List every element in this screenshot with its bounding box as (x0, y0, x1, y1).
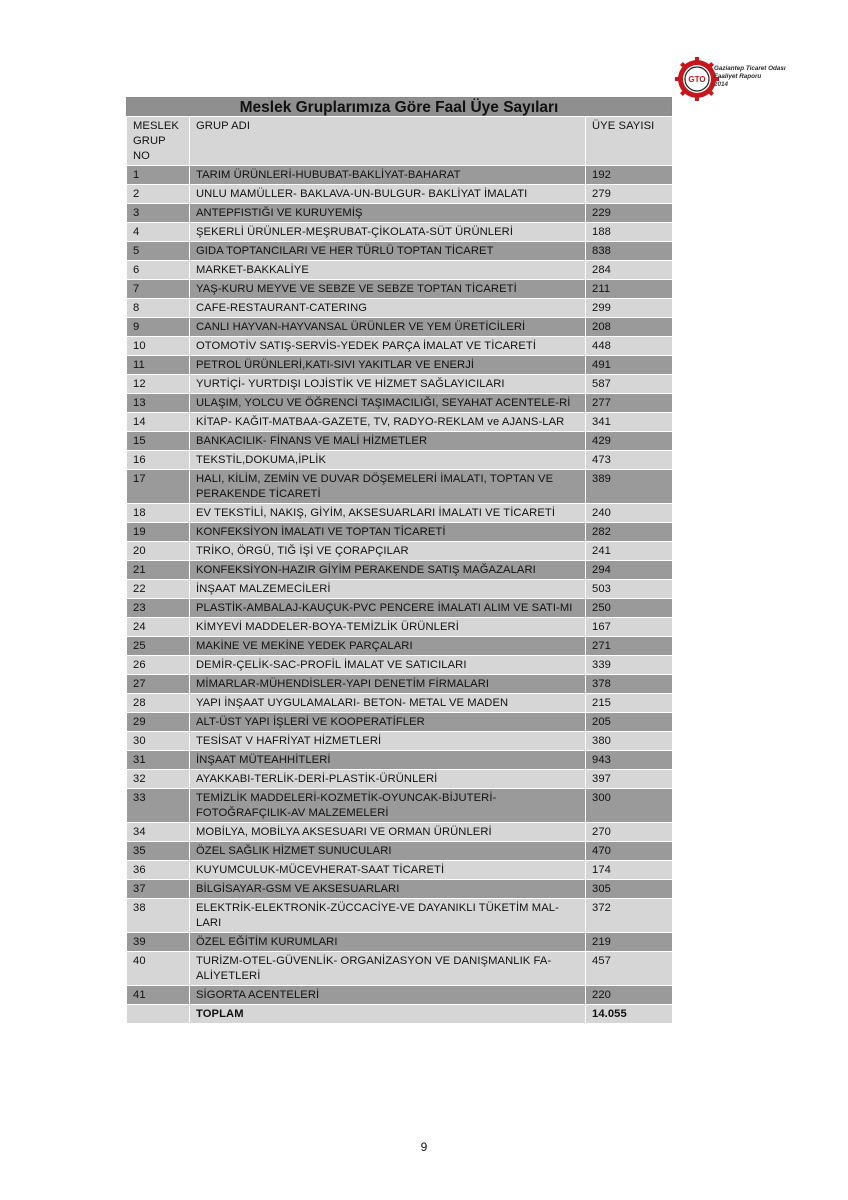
group-name-cell: İNŞAAT MALZEMECİLERİ (190, 580, 586, 599)
table-row (127, 432, 673, 451)
table-row (127, 470, 673, 504)
member-count-cell: 587 (586, 375, 673, 394)
table-row (127, 675, 673, 694)
table-row (127, 280, 673, 299)
header-group-name: GRUP ADI (190, 117, 586, 166)
group-no-cell: 11 (127, 356, 190, 375)
chamber-logo (674, 56, 824, 104)
member-count-cell: 219 (586, 933, 673, 952)
group-no-cell: 33 (127, 789, 190, 823)
group-name-cell: DEMİR-ÇELİK-SAC-PROFİL İMALAT VE SATICILARI (190, 656, 586, 675)
group-name-cell: KİMYEVİ MADDELER-BOYA-TEMİZLİK ÜRÜNLERİ (190, 618, 586, 637)
group-name-cell: GIDA TOPTANCILARI VE HER TÜRLÜ TOPTAN TİCARET (190, 242, 586, 261)
group-no-cell: 12 (127, 375, 190, 394)
table-header-row (127, 117, 673, 166)
table-row (127, 504, 673, 523)
logo-monogram: GTO (688, 75, 706, 84)
group-no-cell: 16 (127, 451, 190, 470)
group-name-cell: MOBİLYA, MOBİLYA AKSESUARI VE ORMAN ÜRÜNLERİ (190, 823, 586, 842)
group-name-cell: TARIM ÜRÜNLERİ-HUBUBAT-BAKLİYAT-BAHARAT (190, 166, 586, 185)
table-row (127, 337, 673, 356)
table-row (127, 204, 673, 223)
table-row (127, 375, 673, 394)
group-no-cell: 37 (127, 880, 190, 899)
member-count-cell: 229 (586, 204, 673, 223)
group-name-cell: KONFEKSİYON-HAZIR GİYİM PERAKENDE SATIŞ MAĞAZALARI (190, 561, 586, 580)
table-row (127, 637, 673, 656)
group-name-cell: TESİSAT V HAFRİYAT HİZMETLERİ (190, 732, 586, 751)
group-no-cell: 9 (127, 318, 190, 337)
group-name-cell: MAKİNE VE MEKİNE YEDEK PARÇALARI (190, 637, 586, 656)
table-row (127, 789, 673, 823)
group-no-cell: 24 (127, 618, 190, 637)
group-name-cell: BİLGİSAYAR-GSM VE AKSESUARLARI (190, 880, 586, 899)
member-count-cell: 429 (586, 432, 673, 451)
group-name-cell: AYAKKABI-TERLİK-DERİ-PLASTİK-ÜRÜNLERİ (190, 770, 586, 789)
logo-year: 2014 (714, 81, 729, 88)
group-no-cell: 36 (127, 861, 190, 880)
table-row (127, 823, 673, 842)
logo-text-line1: Gaziantep Ticaret Odası (714, 65, 786, 72)
member-count-cell: 284 (586, 261, 673, 280)
member-count-cell: 241 (586, 542, 673, 561)
member-count-cell: 380 (586, 732, 673, 751)
table-row (127, 356, 673, 375)
group-name-cell: CANLI HAYVAN-HAYVANSAL ÜRÜNLER VE YEM ÜRETİCİLERİ (190, 318, 586, 337)
table-row (127, 413, 673, 432)
member-count-cell: 279 (586, 185, 673, 204)
group-name-cell: YAPI İNŞAAT UYGULAMALARI- BETON- METAL VE MADEN (190, 694, 586, 713)
member-count-cell: 457 (586, 952, 673, 986)
group-name-cell: PLASTİK-AMBALAJ-KAUÇUK-PVC PENCERE İMALATI ALIM VE SATI-MI (190, 599, 586, 618)
group-name-cell: MİMARLAR-MÜHENDİSLER-YAPI DENETİM FİRMALARI (190, 675, 586, 694)
member-count-cell: 473 (586, 451, 673, 470)
member-count-cell: 294 (586, 561, 673, 580)
group-no-cell: 27 (127, 675, 190, 694)
group-no-cell: 20 (127, 542, 190, 561)
member-count-cell: 389 (586, 470, 673, 504)
group-no-cell: 34 (127, 823, 190, 842)
group-no-cell: 28 (127, 694, 190, 713)
group-name-cell: YURTİÇİ- YURTDIŞI LOJİSTİK VE HİZMET SAĞLAYICILARI (190, 375, 586, 394)
table-row (127, 751, 673, 770)
group-no-cell: 17 (127, 470, 190, 504)
table-row (127, 713, 673, 732)
member-count-cell: 208 (586, 318, 673, 337)
total-label: TOPLAM (190, 1005, 586, 1024)
group-name-cell: KUYUMCULUK-MÜCEVHERAT-SAAT TİCARETİ (190, 861, 586, 880)
table-row (127, 542, 673, 561)
group-no-cell: 23 (127, 599, 190, 618)
group-no-cell: 30 (127, 732, 190, 751)
table-title: Meslek Gruplarımıza Göre Faal Üye Sayıları (126, 97, 672, 116)
group-name-cell: EV TEKSTİLİ, NAKIŞ, GİYİM, AKSESUARLARI İMALATI VE TİCARETİ (190, 504, 586, 523)
table-row (127, 986, 673, 1005)
table-row (127, 618, 673, 637)
member-count-cell: 215 (586, 694, 673, 713)
group-no-cell: 3 (127, 204, 190, 223)
total-value: 14.055 (586, 1005, 673, 1024)
member-count-cell: 372 (586, 899, 673, 933)
group-no-cell: 7 (127, 280, 190, 299)
table-row (127, 223, 673, 242)
table-row (127, 185, 673, 204)
group-no-cell: 40 (127, 952, 190, 986)
group-no-cell: 26 (127, 656, 190, 675)
member-count-cell: 838 (586, 242, 673, 261)
table-row (127, 166, 673, 185)
group-no-cell: 13 (127, 394, 190, 413)
member-count-cell: 220 (586, 986, 673, 1005)
table-row (127, 261, 673, 280)
member-count-cell: 943 (586, 751, 673, 770)
table-row (127, 394, 673, 413)
member-count-cell: 339 (586, 656, 673, 675)
group-no-cell: 15 (127, 432, 190, 451)
table-row (127, 770, 673, 789)
group-no-cell: 38 (127, 899, 190, 933)
table-row (127, 451, 673, 470)
table-row (127, 861, 673, 880)
group-name-cell: TEKSTİL,DOKUMA,İPLİK (190, 451, 586, 470)
group-name-cell: ÖZEL SAĞLIK HİZMET SUNUCULARI (190, 842, 586, 861)
table-row (127, 732, 673, 751)
member-count-cell: 174 (586, 861, 673, 880)
group-no-cell: 25 (127, 637, 190, 656)
member-count-cell: 491 (586, 356, 673, 375)
member-count-cell: 300 (586, 789, 673, 823)
group-name-cell: ŞEKERLİ ÜRÜNLER-MEŞRUBAT-ÇİKOLATA-SÜT ÜRÜNLERİ (190, 223, 586, 242)
table-row (127, 952, 673, 986)
group-no-cell: 32 (127, 770, 190, 789)
member-count-cell: 282 (586, 523, 673, 542)
group-name-cell: ÖZEL EĞİTİM KURUMLARI (190, 933, 586, 952)
logo-text (714, 65, 786, 89)
group-no-cell: 29 (127, 713, 190, 732)
member-count-cell: 305 (586, 880, 673, 899)
member-count-table (126, 116, 673, 1024)
member-count-cell: 341 (586, 413, 673, 432)
group-no-cell: 19 (127, 523, 190, 542)
group-no-cell: 18 (127, 504, 190, 523)
member-table-container (126, 97, 672, 1024)
group-name-cell: İNŞAAT MÜTEAHHİTLERİ (190, 751, 586, 770)
header-member-count: ÜYE SAYISI (586, 117, 673, 166)
group-name-cell: KONFEKSİYON İMALATI VE TOPTAN TİCARETİ (190, 523, 586, 542)
member-count-cell: 270 (586, 823, 673, 842)
table-row (127, 656, 673, 675)
group-no-cell: 14 (127, 413, 190, 432)
group-no-cell: 10 (127, 337, 190, 356)
table-row (127, 899, 673, 933)
group-no-cell: 22 (127, 580, 190, 599)
group-name-cell: PETROL ÜRÜNLERİ,KATI-SIVI YAKITLAR VE ENERJİ (190, 356, 586, 375)
group-name-cell: KİTAP- KAĞIT-MATBAA-GAZETE, TV, RADYO-REKLAM ve AJANS-LAR (190, 413, 586, 432)
table-row (127, 880, 673, 899)
table-row (127, 299, 673, 318)
member-count-cell: 205 (586, 713, 673, 732)
table-row (127, 242, 673, 261)
group-name-cell: HALI, KİLİM, ZEMİN VE DUVAR DÖŞEMELERİ İMALATI, TOPTAN VE PERAKENDE TİCARETİ (190, 470, 586, 504)
group-no-cell: 5 (127, 242, 190, 261)
member-count-cell: 299 (586, 299, 673, 318)
member-count-cell: 448 (586, 337, 673, 356)
group-name-cell: YAŞ-KURU MEYVE VE SEBZE VE SEBZE TOPTAN TİCARETİ (190, 280, 586, 299)
table-row (127, 842, 673, 861)
table-row (127, 580, 673, 599)
group-name-cell: ANTEPFISTIĞI VE KURUYEMİŞ (190, 204, 586, 223)
member-count-cell: 250 (586, 599, 673, 618)
group-no-cell: 35 (127, 842, 190, 861)
total-empty-cell (127, 1005, 190, 1024)
group-no-cell: 39 (127, 933, 190, 952)
group-name-cell: ELEKTRİK-ELEKTRONİK-ZÜCCACİYE-VE DAYANIKLI TÜKETİM MAL-LARI (190, 899, 586, 933)
member-count-cell: 240 (586, 504, 673, 523)
table-row (127, 561, 673, 580)
member-count-cell: 277 (586, 394, 673, 413)
member-count-cell: 470 (586, 842, 673, 861)
member-count-cell: 167 (586, 618, 673, 637)
group-name-cell: MARKET-BAKKALİYE (190, 261, 586, 280)
member-count-cell: 211 (586, 280, 673, 299)
header-group-no: MESLEK GRUP NO (127, 117, 190, 166)
group-no-cell: 6 (127, 261, 190, 280)
group-name-cell: CAFE-RESTAURANT-CATERING (190, 299, 586, 318)
member-count-cell: 271 (586, 637, 673, 656)
member-count-cell: 188 (586, 223, 673, 242)
member-count-cell: 192 (586, 166, 673, 185)
group-no-cell: 41 (127, 986, 190, 1005)
group-name-cell: ULAŞIM, YOLCU VE ÖĞRENCİ TAŞIMACILIĞI, SEYAHAT ACENTELE-Rİ (190, 394, 586, 413)
group-name-cell: UNLU MAMÜLLER- BAKLAVA-UN-BULGUR- BAKLİYAT İMALATI (190, 185, 586, 204)
group-no-cell: 2 (127, 185, 190, 204)
group-no-cell: 31 (127, 751, 190, 770)
group-no-cell: 4 (127, 223, 190, 242)
group-name-cell: BANKACILIK- FİNANS VE MALİ HİZMETLER (190, 432, 586, 451)
group-no-cell: 21 (127, 561, 190, 580)
table-row (127, 933, 673, 952)
table-row (127, 694, 673, 713)
group-name-cell: OTOMOTİV SATIŞ-SERVİS-YEDEK PARÇA İMALAT VE TİCARETİ (190, 337, 586, 356)
group-name-cell: SİGORTA ACENTELERİ (190, 986, 586, 1005)
page-number: 9 (420, 1140, 428, 1154)
member-count-cell: 503 (586, 580, 673, 599)
table-row (127, 318, 673, 337)
group-no-cell: 1 (127, 166, 190, 185)
table-row (127, 599, 673, 618)
member-count-cell: 397 (586, 770, 673, 789)
member-count-cell: 378 (586, 675, 673, 694)
logo-text-line2: Faaliyet Raporu (714, 73, 762, 80)
group-no-cell: 8 (127, 299, 190, 318)
group-name-cell: TEMİZLİK MADDELERİ-KOZMETİK-OYUNCAK-BİJUTERİ-FOTOĞRAFÇILIK-AV MALZEMELERİ (190, 789, 586, 823)
table-row (127, 523, 673, 542)
table-total-row (127, 1005, 673, 1024)
group-name-cell: TRİKO, ÖRGÜ, TIĞ İŞİ VE ÇORAPÇILAR (190, 542, 586, 561)
group-name-cell: ALT-ÜST YAPI İŞLERİ VE KOOPERATİFLER (190, 713, 586, 732)
group-name-cell: TURİZM-OTEL-GÜVENLİK- ORGANİZASYON VE DANIŞMANLIK FA-ALİYETLERİ (190, 952, 586, 986)
